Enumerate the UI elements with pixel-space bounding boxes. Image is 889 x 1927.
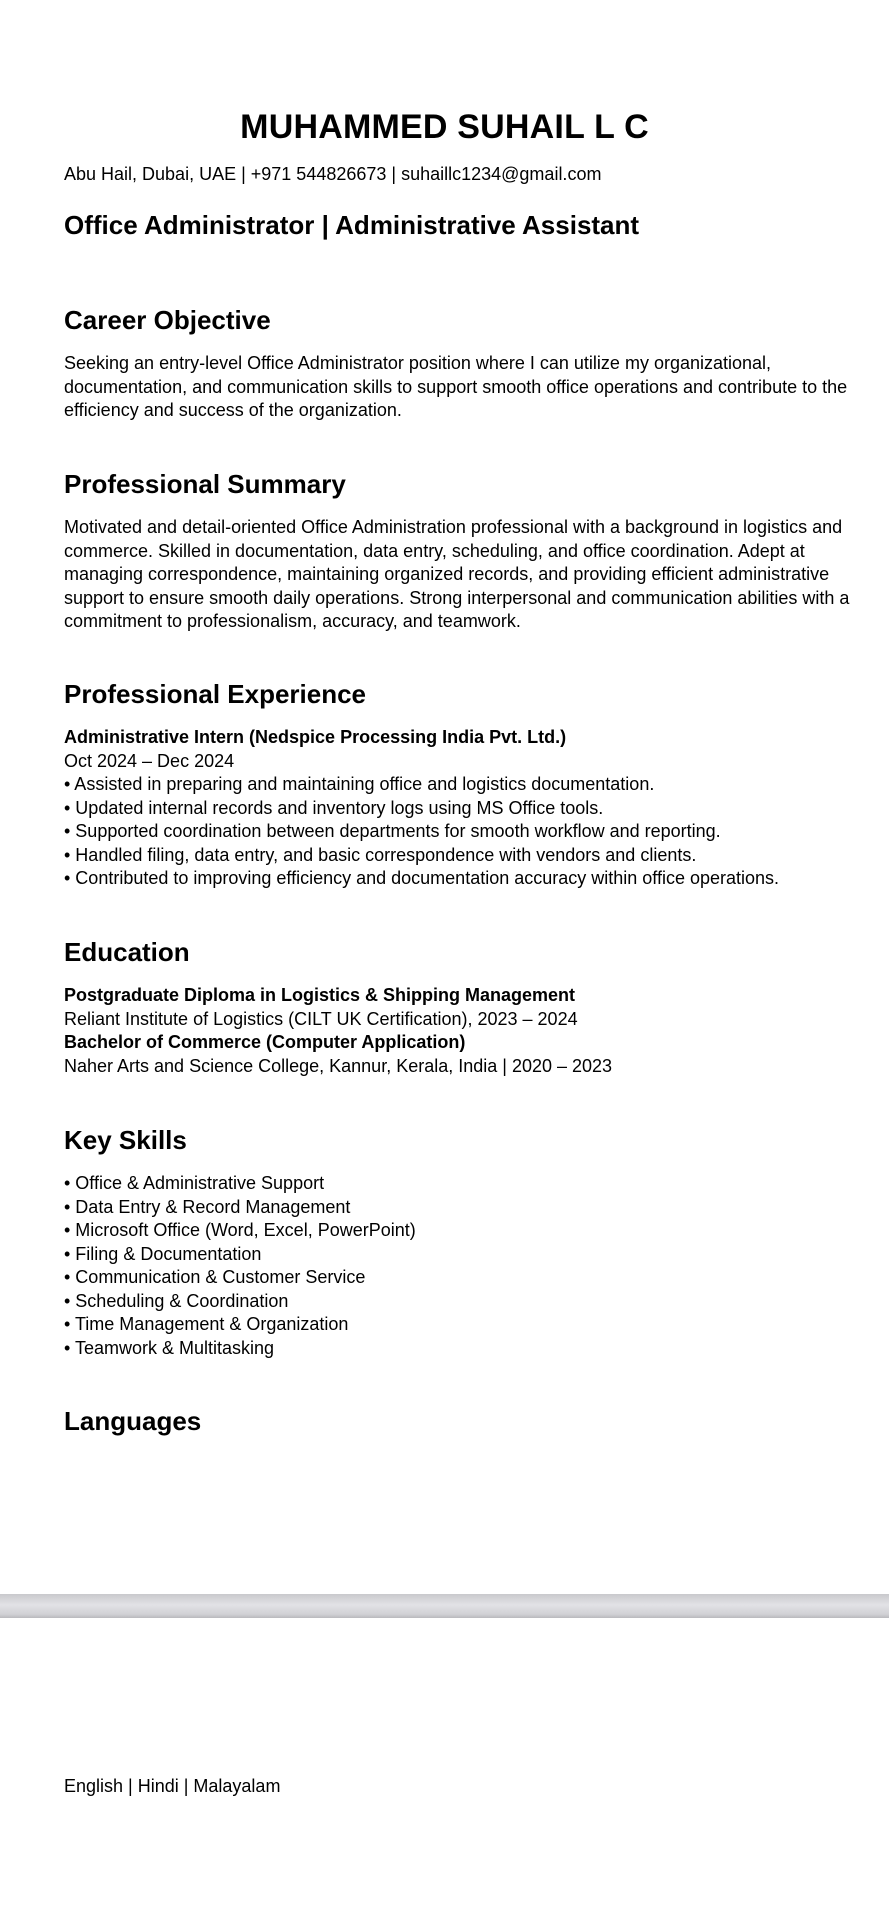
experience-role: Administrative Intern (Nedspice Processing India Pvt. Ltd.) (64, 727, 567, 747)
skills-list (64, 1172, 889, 1360)
languages-list: English | Hindi | Malayalam (64, 1776, 281, 1796)
experience-entry (64, 726, 889, 891)
experience-bullet: • Supported coordination between departments for smooth workflow and reporting. (64, 821, 721, 841)
skill-item: • Scheduling & Coordination (64, 1290, 289, 1311)
summary-line: managing correspondence, maintaining organized records, and providing efficient administrative (64, 564, 830, 584)
career-objective-heading: Career Objective (64, 305, 271, 335)
summary-line: Motivated and detail-oriented Office Administration professional with a background in logistics and (64, 517, 843, 537)
experience-dates: Oct 2024 – Dec 2024 (64, 750, 235, 771)
education-school: Reliant Institute of Logistics (CILT UK Certification), 2023 – 2024 (64, 1008, 578, 1029)
skill-item: • Teamwork & Multitasking (64, 1337, 275, 1358)
skill-item: • Microsoft Office (Word, Excel, PowerPoint) (64, 1220, 416, 1240)
skill-item: • Office & Administrative Support (64, 1173, 325, 1193)
education-school: Naher Arts and Science College, Kannur, Kerala, India | 2020 – 2023 (64, 1055, 613, 1076)
experience-heading: Professional Experience (64, 679, 367, 709)
education-degree: Postgraduate Diploma in Logistics & Shipping Management (64, 985, 576, 1005)
experience-bullet: • Assisted in preparing and maintaining office and logistics documentation. (64, 774, 655, 794)
professional-summary-heading: Professional Summary (64, 469, 346, 499)
career-objective-line: Seeking an entry-level Office Administrator position where I can utilize my organizational, (64, 353, 772, 373)
contact-info: Abu Hail, Dubai, UAE | +971 544826673 | suhaillc1234@gmail.com (64, 164, 602, 184)
summary-line: commitment to professionalism, accuracy, and teamwork. (64, 611, 521, 631)
career-objective-line: efficiency and success of the organization. (64, 400, 402, 420)
skill-item: • Filing & Documentation (64, 1243, 262, 1264)
summary-line: support to ensure smooth daily operations. Strong interpersonal and communication abilities with a (64, 587, 850, 608)
skill-item: • Time Management & Organization (64, 1314, 349, 1334)
education-heading: Education (64, 937, 190, 967)
summary-line: commerce. Skilled in documentation, data entry, scheduling, and office coordination. Adept at (64, 540, 805, 561)
languages-heading: Languages (64, 1406, 202, 1436)
job-title: Office Administrator | Administrative Assistant (64, 210, 640, 240)
experience-bullet: • Updated internal records and inventory logs using MS Office tools. (64, 797, 604, 818)
experience-bullet: • Handled filing, data entry, and basic correspondence with vendors and clients. (64, 844, 697, 865)
skills-heading: Key Skills (64, 1125, 187, 1155)
skill-item: • Communication & Customer Service (64, 1267, 366, 1287)
skill-item: • Data Entry & Record Management (64, 1196, 351, 1217)
candidate-name: MUHAMMED SUHAIL L C (240, 108, 649, 146)
career-objective-line: documentation, and communication skills to support smooth office operations and contribute to the (64, 376, 848, 397)
professional-summary-text (64, 516, 889, 634)
experience-bullet: • Contributed to improving efficiency and documentation accuracy within office operations. (64, 868, 780, 888)
education-entries (64, 984, 889, 1078)
education-degree: Bachelor of Commerce (Computer Application) (64, 1032, 466, 1052)
career-objective-text (64, 352, 889, 423)
resume-page-2 (0, 1618, 889, 1927)
page-break-divider (0, 1594, 889, 1618)
